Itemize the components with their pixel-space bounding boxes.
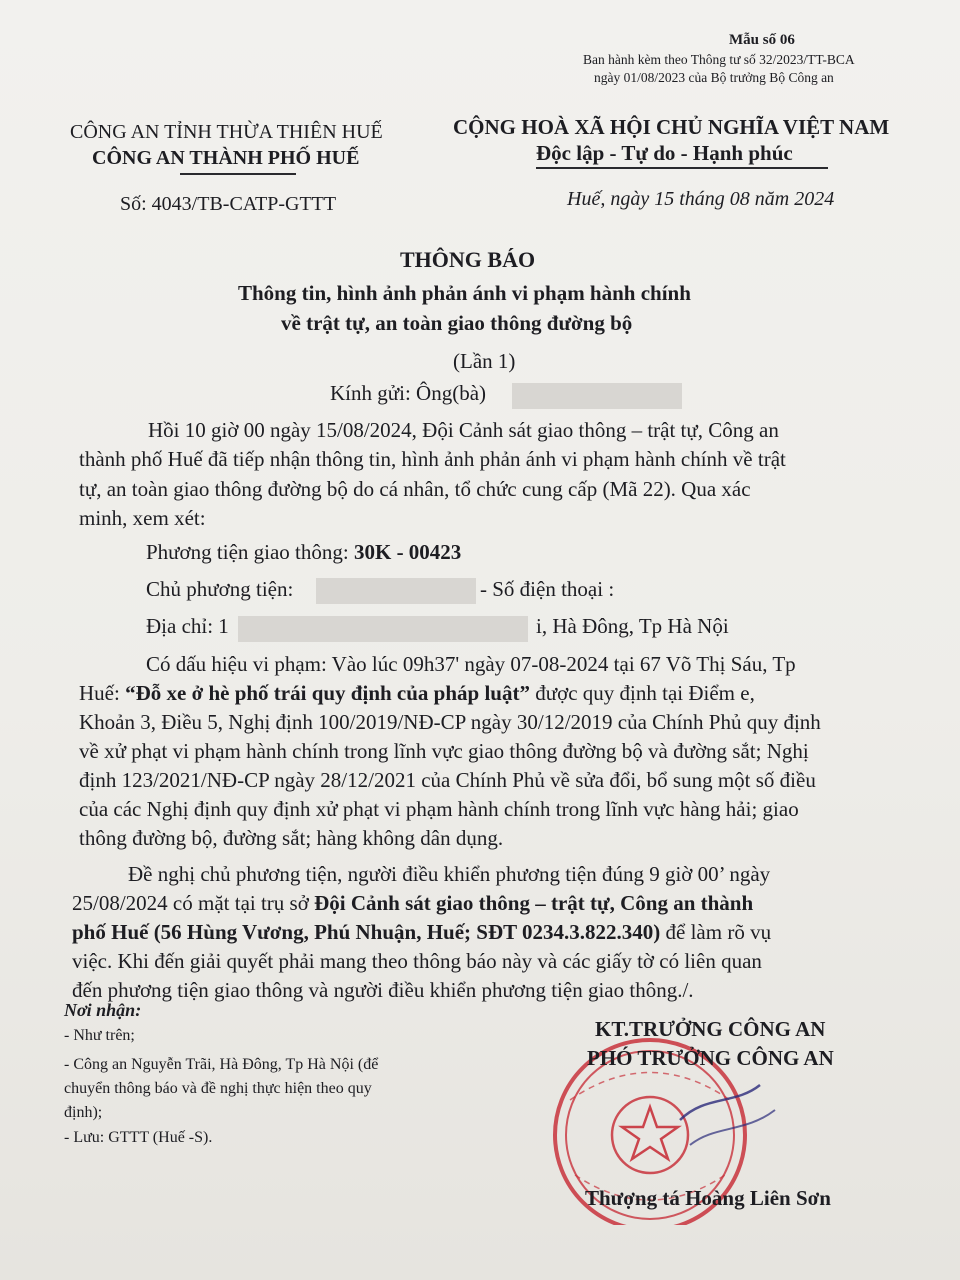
violation-line-1: Có dấu hiệu vi phạm: Vào lúc 09h37' ngày 07-08-2024 tại 67 Võ Thị Sáu, Tp xyxy=(146,652,796,676)
place-date: Huế, ngày 15 tháng 08 năm 2024 xyxy=(567,188,835,210)
recipients-heading: Nơi nhận: xyxy=(64,1000,142,1020)
intro-line-2: thành phố Huế đã tiếp nhận thông tin, hình ảnh phản ánh vi phạm hành chính về trật xyxy=(79,447,786,471)
request-line-3 xyxy=(72,920,771,945)
form-issued-line2: ngày 01/08/2023 của Bộ trưởng Bộ Công an xyxy=(594,70,834,85)
form-issued-line1: Ban hành kèm theo Thông tư số 32/2023/TT-BCA xyxy=(583,52,855,67)
violation-line-2 xyxy=(79,681,755,706)
violation-line-5: định 123/2021/NĐ-CP ngày 28/12/2021 của Chính Phủ về sửa đổi, bổ sung một số điều xyxy=(79,768,816,792)
redacted-owner-name xyxy=(316,578,476,604)
request-purpose: để làm rõ vụ xyxy=(660,920,772,944)
redacted-address xyxy=(238,616,528,642)
agency-parent: CÔNG AN TỈNH THỪA THIÊN HUẾ xyxy=(70,121,383,143)
violation-line-3: Khoản 3, Điều 5, Nghị định 100/2019/NĐ-CP ngày 30/12/2019 của Chính Phủ quy định xyxy=(79,710,821,734)
recipient-label: Kính gửi: Ông(bà) xyxy=(330,381,487,405)
intro-line-1: Hồi 10 giờ 00 ngày 15/08/2024, Đội Cảnh sát giao thông – trật tự, Công an xyxy=(148,418,779,442)
recipient-2-line-2: chuyển thông báo và đề nghị thực hiện theo quy xyxy=(64,1080,372,1097)
request-line-4: việc. Khi đến giải quyết phải mang theo thông báo này và các giấy tờ có liên quan xyxy=(72,949,762,973)
vehicle-label: Phương tiện giao thông: xyxy=(146,540,354,564)
violation-line-7: thông đường bộ, đường sắt; hàng không dân dụng. xyxy=(79,826,504,850)
address-label: Địa chỉ: 1 xyxy=(146,614,229,638)
state-name: CỘNG HOÀ XÃ HỘI CHỦ NGHĨA VIỆT NAM xyxy=(453,115,890,139)
recipient-3: - Lưu: GTTT (Huế -S). xyxy=(64,1129,213,1146)
request-line-2 xyxy=(72,891,753,916)
signature-title-1: KT.TRƯỞNG CÔNG AN xyxy=(595,1017,826,1041)
request-date-text: 25/08/2024 có mặt tại trụ sở xyxy=(72,891,315,915)
signature-title-2: PHÓ TRƯỞNG CÔNG AN xyxy=(587,1046,834,1070)
form-number: Mẫu số 06 xyxy=(729,32,795,48)
redacted-recipient-name xyxy=(512,383,682,409)
violation-line-6: của các Nghị định quy định xử phạt vi phạm hành chính trong lĩnh vực hàng hải; giao xyxy=(79,797,799,821)
agency-underline xyxy=(180,173,296,175)
vehicle-plate: 30K - 00423 xyxy=(353,540,462,564)
agency-unit: CÔNG AN THÀNH PHỐ HUẾ xyxy=(92,147,360,169)
notice-subtitle-1: Thông tin, hình ảnh phản ánh vi phạm hành chính xyxy=(238,281,691,305)
violation-prefix: Huế: xyxy=(79,681,126,705)
notice-round: (Lần 1) xyxy=(453,349,516,373)
state-motto: Độc lập - Tự do - Hạnh phúc xyxy=(536,141,793,165)
violation-suffix: được quy định tại Điểm e, xyxy=(529,681,755,705)
request-line-1: Đề nghị chủ phương tiện, người điều khiển phương tiện đúng 9 giờ 00’ ngày xyxy=(128,862,771,886)
motto-underline xyxy=(536,167,828,169)
owner-label: Chủ phương tiện: xyxy=(146,577,294,601)
request-office: Đội Cảnh sát giao thông – trật tự, Công an thành xyxy=(314,891,754,915)
intro-line-3: tự, an toàn giao thông đường bộ do cá nhân, tổ chức cung cấp (Mã 22). Qua xác xyxy=(79,477,751,501)
violation-description: “Đỗ xe ở hè phố trái quy định của pháp luật” xyxy=(125,681,530,705)
signer-name: Thượng tá Hoàng Liên Sơn xyxy=(585,1186,831,1210)
phone-label: - Số điện thoại : xyxy=(480,577,615,601)
request-line-5: đến phương tiện giao thông và người điều khiển phương tiện giao thông./. xyxy=(72,978,694,1002)
document-number: Số: 4043/TB-CATP-GTTT xyxy=(120,193,337,215)
notice-subtitle-2: về trật tự, an toàn giao thông đường bộ xyxy=(281,311,633,335)
address-tail: i, Hà Đông, Tp Hà Nội xyxy=(536,614,729,638)
notice-title: THÔNG BÁO xyxy=(400,247,536,272)
recipient-2-line-1: - Công an Nguyễn Trãi, Hà Đông, Tp Hà Nội (để xyxy=(64,1056,379,1073)
violation-line-4: về xử phạt vi phạm hành chính trong lĩnh vực giao thông đường bộ và đường sắt; Nghị xyxy=(79,739,809,763)
intro-line-4: minh, xem xét: xyxy=(79,506,206,530)
vehicle-line xyxy=(146,540,461,565)
recipient-2-line-3: định); xyxy=(64,1104,103,1121)
recipient-1: - Như trên; xyxy=(64,1027,135,1044)
request-address: phố Huế (56 Hùng Vương, Phú Nhuận, Huế; SĐT 0234.3.822.340) xyxy=(72,920,661,944)
